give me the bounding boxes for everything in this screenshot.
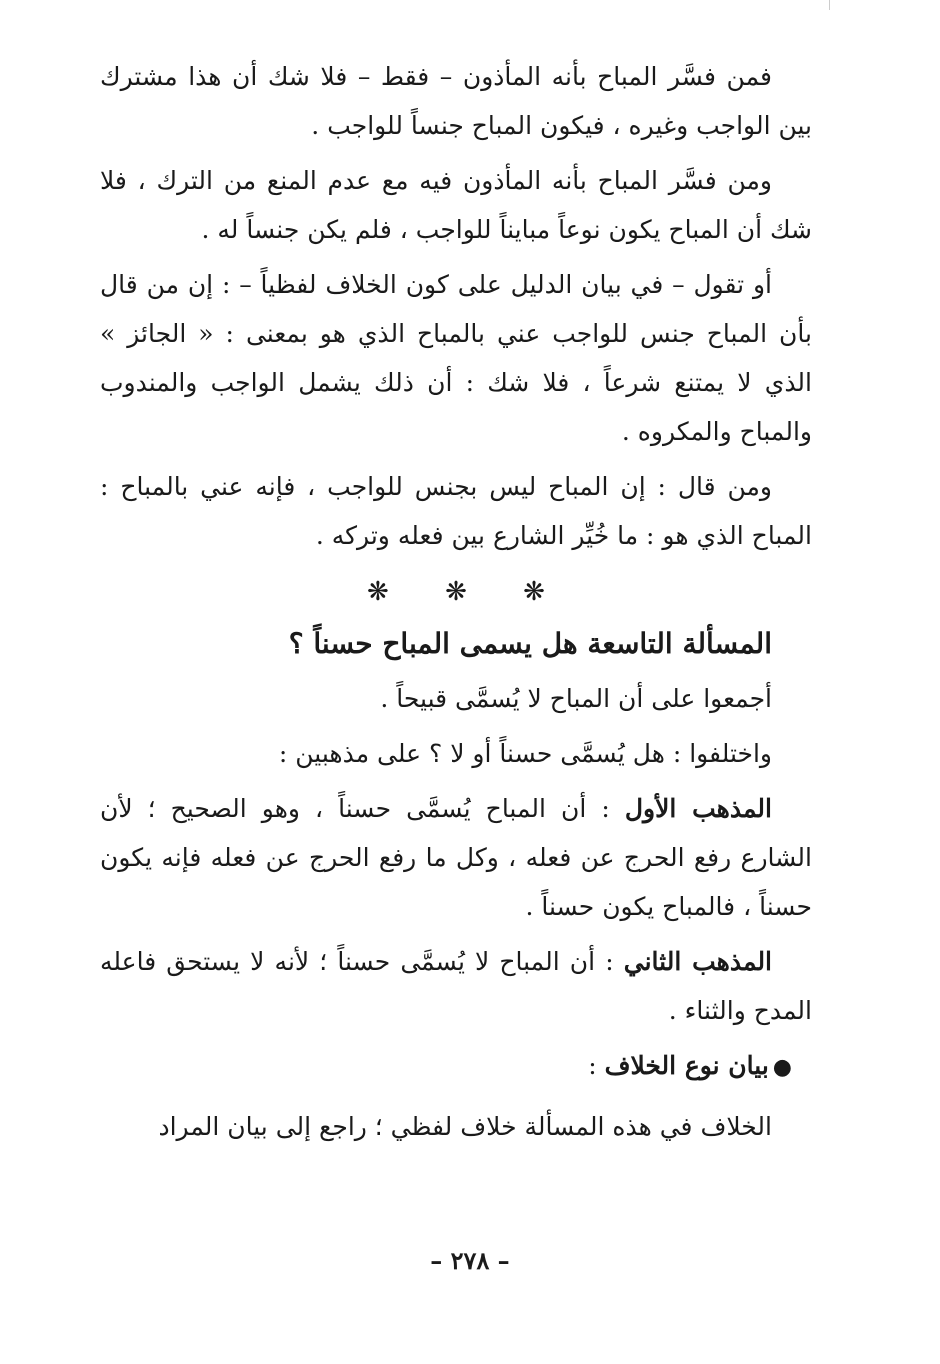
second-view-text: : أن المباح لا يُسمَّى حسناً ؛ لأنه لا يستحق فاعله المدح والثناء . [100,947,812,1025]
first-view-label: المذهب الأول [624,794,772,823]
bullet-heading [100,1041,812,1092]
section-separator-stars: ❋ ❋ ❋ [367,577,545,607]
paragraph-7 [100,784,812,931]
paragraph-5: أجمعوا على أن المباح لا يُسمَّى قبيحاً . [380,684,772,713]
bullet-label: بيان نوع الخلاف [604,1051,769,1080]
bullet-dot-icon: ● [772,1055,792,1080]
first-view-text: : أن المباح يُسمَّى حسناً ، وهو الصحيح ؛ لأن الشارع رفع الحرج عن فعله ، وكل ما رفع الحرج عن فعله فإنه يكون حسناً ، فالمباح يكون حسناً . [100,794,812,921]
second-view-label: المذهب الثاني [623,947,773,976]
page-number: – ٢٧٨ – [430,1246,510,1275]
paragraph-4: ومن قال : إن المباح ليس بجنس للواجب ، فإنه عني بالمباح : المباح الذي هو : ما خُيِّر الشارع بين فعله وتركه . [100,472,812,550]
scan-edge-mark [829,0,830,10]
paragraph-1: فمن فسَّر المباح بأنه المأذون – فقط – فلا شك أن هذا مشترك بين الواجب وغيره ، فيكون المباح جنساً للواجب . [100,62,812,140]
paragraph-6: واختلفوا : هل يُسمَّى حسناً أو لا ؟ على مذهبين : [278,739,772,768]
bullet-colon: : [588,1051,605,1080]
page-body [100,52,812,1157]
paragraph-2: ومن فسَّر المباح بأنه المأذون فيه مع عدم المنع من الترك ، فلا شك أن المباح يكون نوعاً مبايناً للواجب ، فلم يكن جنساً له . [100,166,812,244]
paragraph-3: أو تقول – في بيان الدليل على كون الخلاف لفظياً – : إن من قال بأن المباح جنس للواجب عني بالمباح الذي هو بمعنى : « الجائز » الذي لا يمتنع شرعاً ، فلا شك : أن ذلك يشمل الواجب والمندوب والمباح والمكروه . [100,270,812,446]
section-heading: المسألة التاسعة هل يسمى المباح حسناً ؟ [288,627,772,660]
paragraph-8 [100,937,812,1035]
paragraph-9: الخلاف في هذه المسألة خلاف لفظي ؛ راجع إلى بيان المراد [158,1112,772,1141]
